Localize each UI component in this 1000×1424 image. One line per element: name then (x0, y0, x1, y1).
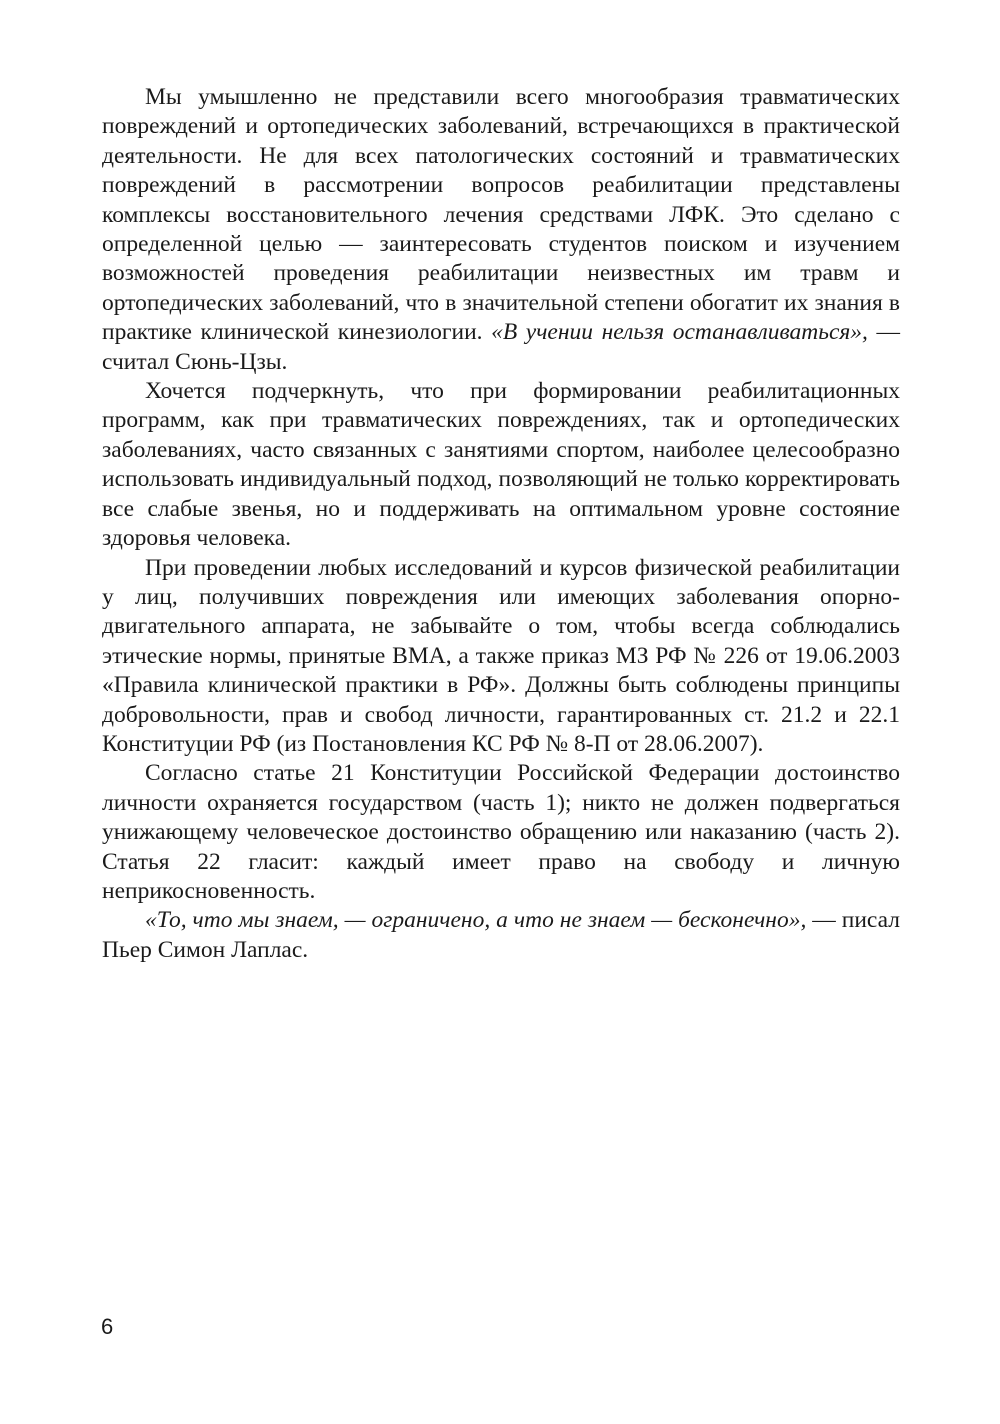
page-number: 6 (101, 1314, 114, 1339)
paragraph-1 (102, 83, 900, 377)
paragraph-2: Хочется подчеркнуть, что при формировании реабилитационных программ, как при травматических повреждениях, так и ортопедических заболеваниях, часто связанных с занятиями спортом, наиболее целесообразно использовать индивидуальный подход, позволяющий не только корректировать все слабые звенья, но и поддерживать на оптимальном уровне состояние здоровья человека. (102, 378, 900, 552)
paragraph-5-attribution: — писал Пьер Симон Лаплас. (102, 907, 900, 963)
body-text (102, 83, 900, 965)
paragraph-4: Согласно статье 21 Конституции Российской Федерации достоинство личности охраняется государством (часть 1); никто не должен подвергаться унижающему человеческое достоинство обращению или наказанию (часть 2). Статья 22 гласит: каждый имеет право на свободу и личную неприкосновенность. (102, 760, 900, 904)
paragraph-1-quote: «В учении нельзя останавливаться», (491, 319, 868, 346)
paragraph-5 (102, 906, 900, 965)
paragraph-3: При проведении любых исследований и курсов физической реабилитации у лиц, получивших повреждения или имеющих заболевания опорно-двигательного аппарата, не забывайте о том, чтобы всегда соблюдались этические нормы, принятые ВМА, а также приказ МЗ РФ № 226 от 19.06.2003 «Правила клинической практики в РФ». Должны быть соблюдены принципы добровольности, прав и свобод личности, гарантированных ст. 21.2 и 22.1 Конституции РФ (из Постановления КС РФ № 8-П от 28.06.2007). (102, 554, 900, 757)
paragraph-1-text: Мы умышленно не представили всего многообразия травматических повреждений и ортопедических заболеваний, встречающихся в практической деятельности. Не для всех патологических состояний и травматических повреждений в рассмотрении вопросов реабилитации представлены комплексы восстановительного лечения средствами ЛФК. Это сделано с определенной целью — заинтересовать студентов поиском и изучением возможностей проведения реабилитации неизвестных им травм и ортопедических заболеваний, что в значительной степени обогатит их знания в практике клинической кинезиологии. (102, 84, 900, 346)
paragraph-5-quote: «То, что мы знаем, — ограничено, а что не знаем — бесконечно», (145, 907, 807, 934)
paragraph-1-attribution: — считал Сюнь-Цзы. (102, 319, 901, 375)
